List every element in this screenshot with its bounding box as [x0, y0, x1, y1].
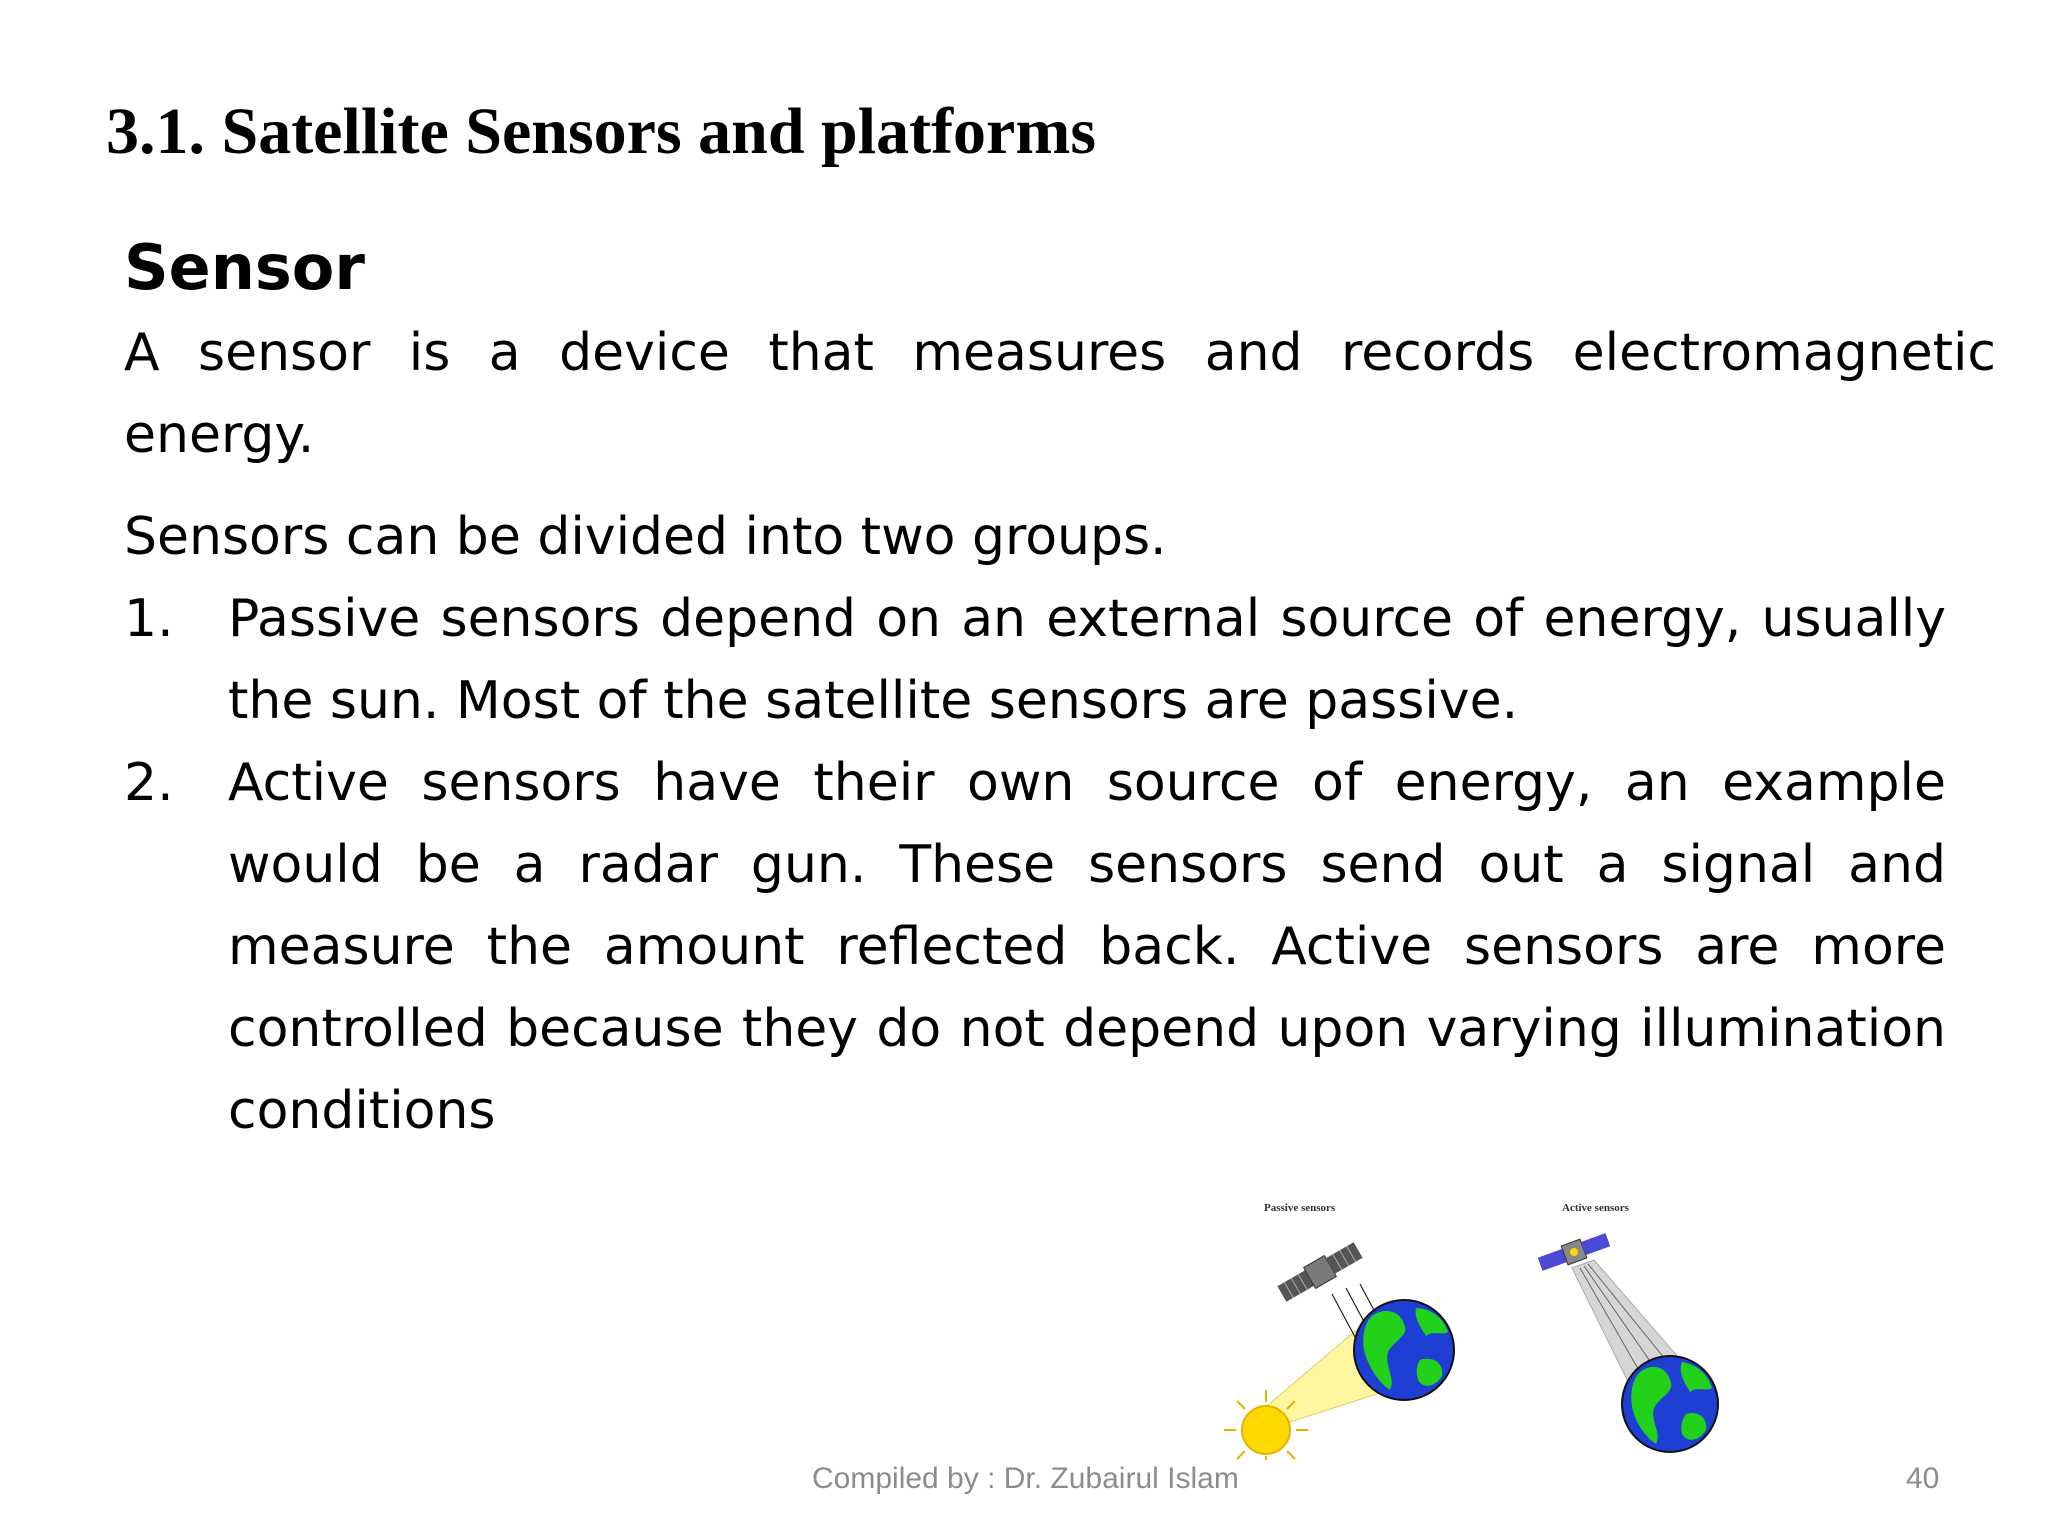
slide-title: 3.1. Satellite Sensors and platforms	[106, 95, 1096, 168]
sensor-groups-intro: Sensors can be divided into two groups.	[124, 507, 1167, 567]
list-item-active	[124, 742, 1946, 1152]
passive-sensors-label: Passive sensors	[1264, 1202, 1336, 1214]
active-sensors-label: Active sensors	[1562, 1202, 1629, 1214]
satellite-icon	[1276, 1240, 1364, 1305]
list-item-passive	[124, 578, 1946, 742]
page-number: 40	[1906, 1462, 1940, 1495]
list-item-text: Passive sensors depend on an external source of energy, usually the sun. Most of the satellite sensors are passive.	[228, 589, 1946, 731]
section-heading: Sensor	[124, 231, 365, 304]
earth-icon	[1354, 1300, 1454, 1400]
slide-content	[124, 224, 1996, 1152]
list-number: 2.	[124, 753, 174, 813]
sensor-diagram	[1220, 1190, 1740, 1460]
footer-credit: Compiled by : Dr. Zubairul Islam	[812, 1462, 1239, 1495]
earth-icon	[1622, 1356, 1718, 1452]
sensor-types-illustration	[1220, 1190, 1740, 1460]
sensor-definition: A sensor is a device that measures and records electromagnetic energy.	[124, 323, 1996, 465]
list-number: 1.	[124, 589, 174, 649]
list-item-text: Active sensors have their own source of energy, an example would be a radar gun. These sensors send out a signal and measure the amount reflected back. Active sensors are more controlled because they do not depend upon varying illumination conditions	[228, 753, 1946, 1141]
sensor-groups-list	[124, 578, 1996, 1152]
